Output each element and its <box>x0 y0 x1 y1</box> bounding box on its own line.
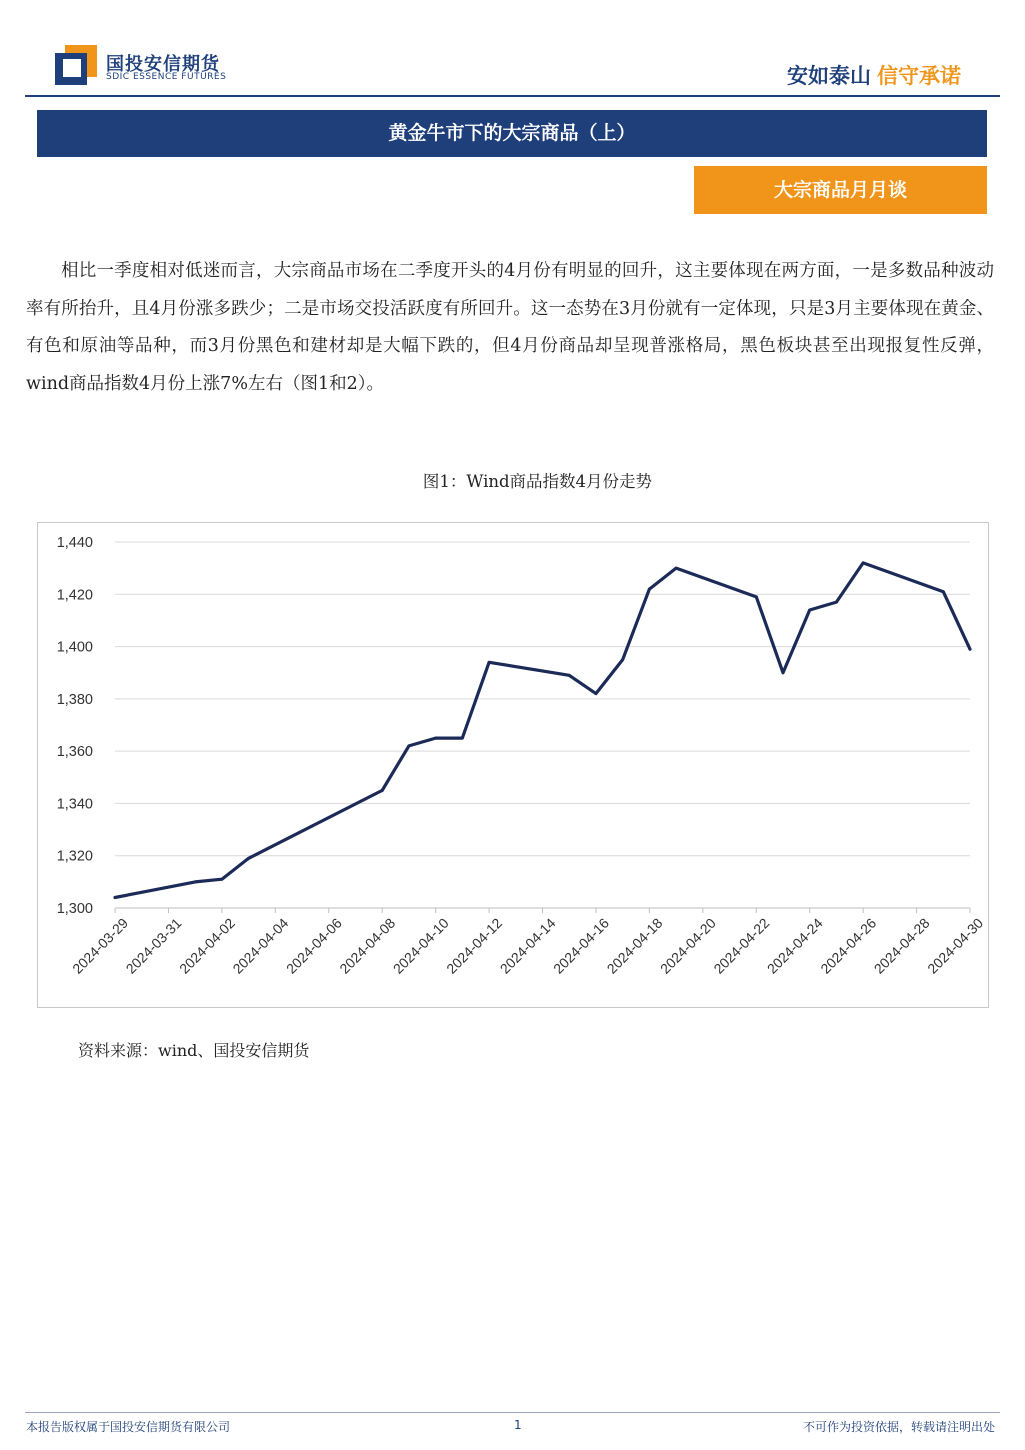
data-point <box>862 562 865 565</box>
data-point <box>969 648 972 651</box>
data-point <box>648 588 651 591</box>
y-tick-label: 1,420 <box>56 587 93 604</box>
company-logo-icon <box>55 45 97 85</box>
x-tick-label: 2024-03-29 <box>69 914 132 977</box>
x-tick-label: 2024-04-30 <box>924 914 987 977</box>
x-tick-label: 2024-04-04 <box>229 914 292 977</box>
chart-canvas <box>38 523 988 1007</box>
source-note: 资料来源：wind、国投安信期货 <box>78 1041 310 1060</box>
slogan <box>787 60 961 90</box>
page-number: 1 <box>514 1418 522 1432</box>
page-footer <box>0 1412 1025 1450</box>
data-point <box>220 878 223 881</box>
x-tick-label: 2024-04-28 <box>870 914 933 977</box>
series-line <box>115 563 970 898</box>
y-tick-label: 1,300 <box>56 901 93 917</box>
data-point <box>621 658 624 661</box>
x-tick-label: 2024-04-16 <box>550 914 613 977</box>
slogan-part2: 信守承诺 <box>877 64 961 88</box>
x-tick-label: 2024-03-31 <box>122 914 185 977</box>
page-header <box>0 0 1025 100</box>
header-divider <box>25 95 1000 97</box>
footer-divider <box>25 1412 1000 1413</box>
data-point <box>114 896 117 899</box>
x-tick-label: 2024-04-22 <box>710 914 773 977</box>
x-tick-label: 2024-04-24 <box>763 914 826 977</box>
data-point <box>434 737 437 740</box>
column-badge: 大宗商品月月谈 <box>694 166 987 214</box>
data-point <box>808 609 811 612</box>
footer-disclaimer: 不可作为投资依据，转载请注明出处 <box>802 1420 995 1434</box>
x-tick-label: 2024-04-12 <box>443 914 506 977</box>
y-tick-label: 1,380 <box>56 691 93 708</box>
data-point <box>595 692 598 695</box>
logo-english-name: SDIC ESSENCE FUTURES <box>106 72 227 82</box>
line-chart <box>37 522 989 1008</box>
data-point <box>194 880 197 883</box>
x-tick-label: 2024-04-02 <box>176 914 238 977</box>
x-tick-label: 2024-04-20 <box>656 914 719 977</box>
footer-copyright: 本报告版权属于国投安信期货有限公司 <box>26 1420 231 1434</box>
data-point <box>488 661 491 664</box>
y-tick-label: 1,360 <box>56 744 93 761</box>
x-tick-label: 2024-04-10 <box>389 914 452 977</box>
data-point <box>408 745 411 748</box>
logo-chinese-name: 国投安信期货 <box>106 54 220 75</box>
x-tick-label: 2024-04-06 <box>282 914 345 977</box>
y-tick-label: 1,440 <box>56 535 93 551</box>
data-point <box>755 596 758 599</box>
data-point <box>782 671 785 674</box>
y-tick-label: 1,400 <box>56 639 93 656</box>
data-point <box>381 789 384 792</box>
y-tick-label: 1,320 <box>56 848 93 865</box>
body-paragraph: 相比一季度相对低迷而言，大宗商品市场在二季度开头的4月份有明显的回升，这主要体现在两方面，一是多数品种波动率有所抬升，且4月份涨多跌少；二是市场交投活跃度有所回升。这一态势在3月份就有一定体现，只是3月主要体现在黄金、有色和原油等品种，而3月份黑色和建材却是大幅下跌的，但4月份商品却呈现普涨格局，黑色板块甚至出现报复性反弹，wind商品指数4月份上涨7%左右（图1和2）。 <box>26 261 994 394</box>
data-point <box>942 590 945 593</box>
data-point <box>835 601 838 604</box>
data-point <box>461 737 464 740</box>
figure-title: 图1：Wind商品指数4月份走势 <box>422 472 653 491</box>
x-tick-label: 2024-04-26 <box>817 914 880 977</box>
data-point <box>568 674 571 677</box>
y-tick-label: 1,340 <box>56 796 93 813</box>
x-tick-label: 2024-04-14 <box>496 914 559 977</box>
x-tick-label: 2024-04-08 <box>336 914 399 977</box>
data-point <box>675 567 678 570</box>
data-point <box>247 857 250 860</box>
slogan-part1: 安如泰山 <box>787 64 871 88</box>
report-title: 黄金牛市下的大宗商品（上） <box>37 110 987 157</box>
x-tick-label: 2024-04-18 <box>603 914 666 977</box>
